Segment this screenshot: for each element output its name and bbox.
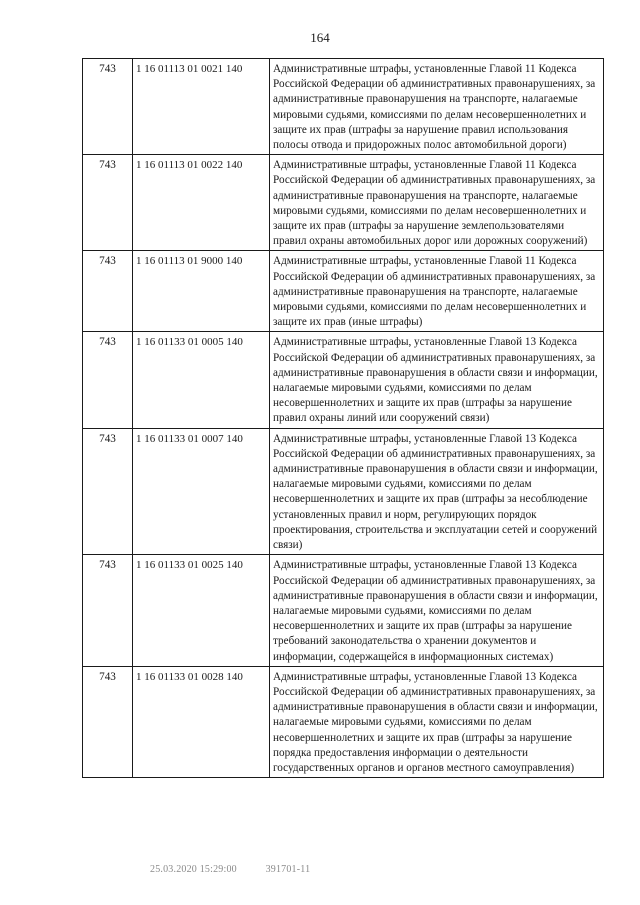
- admin-code-cell: 743: [83, 251, 133, 332]
- table-row: [83, 332, 604, 428]
- footer-doc-id: 391701-11: [265, 864, 311, 875]
- page-number: 164: [310, 30, 330, 45]
- admin-code-cell: 743: [83, 59, 133, 155]
- admin-code-cell: 743: [83, 332, 133, 428]
- description-cell: Административные штрафы, установленные Главой 11 Кодекса Российской Федерации об административных правонарушениях, за административные правонарушения на транспорте, налагаемые мировыми судьями, комиссиями по делам несовершеннолетних и защите их прав (штрафы за нарушение правил использования полосы отвода и придорожных полос автомобильной дороги): [270, 59, 604, 155]
- table-row: [83, 59, 604, 155]
- table-row: [83, 555, 604, 666]
- kbk-code-cell: 1 16 01113 01 0022 140: [133, 155, 270, 251]
- admin-code-cell: 743: [83, 666, 133, 777]
- kbk-code-cell: 1 16 01113 01 9000 140: [133, 251, 270, 332]
- budget-codes-table: [82, 58, 604, 778]
- description-cell: Административные штрафы, установленные Главой 13 Кодекса Российской Федерации об административных правонарушениях, за административные правонарушения в области связи и информации, налагаемые мировыми судьями, комиссиями по делам несовершеннолетних и защите их прав (штрафы за нарушение правил охраны линий или сооружений связи): [270, 332, 604, 428]
- admin-code-cell: 743: [83, 555, 133, 666]
- description-cell: Административные штрафы, установленные Главой 13 Кодекса Российской Федерации об административных правонарушениях, за административные правонарушения в области связи и информации, налагаемые мировыми судьями, комиссиями по делам несовершеннолетних и защите их прав (штрафы за нарушение требований законодательства о хранении документов и информации, содержащейся в информационных системах): [270, 555, 604, 666]
- description-cell: Административные штрафы, установленные Главой 13 Кодекса Российской Федерации об административных правонарушениях, за административные правонарушения в области связи и информации, налагаемые мировыми судьями, комиссиями по делам несовершеннолетних и защите их прав (штрафы за несоблюдение установленных правил и норм, регулирующих порядок проектирования, строительства и эксплуатации сетей и сооружений связи): [270, 428, 604, 555]
- table-row: [83, 666, 604, 777]
- admin-code-cell: 743: [83, 428, 133, 555]
- admin-code-cell: 743: [83, 155, 133, 251]
- table-row: [83, 251, 604, 332]
- kbk-code-cell: 1 16 01133 01 0025 140: [133, 555, 270, 666]
- table-row: [83, 155, 604, 251]
- description-cell: Административные штрафы, установленные Главой 11 Кодекса Российской Федерации об административных правонарушениях, за административные правонарушения на транспорте, налагаемые мировыми судьями, комиссиями по делам несовершеннолетних и защите их прав (иные штрафы): [270, 251, 604, 332]
- description-cell: Административные штрафы, установленные Главой 11 Кодекса Российской Федерации об административных правонарушениях, за административные правонарушения на транспорте, налагаемые мировыми судьями, комиссиями по делам несовершеннолетних и защите их прав (штрафы за нарушение землепользователями правил охраны автомобильных дорог или дорожных сооружений): [270, 155, 604, 251]
- kbk-code-cell: 1 16 01133 01 0007 140: [133, 428, 270, 555]
- kbk-code-cell: 1 16 01133 01 0005 140: [133, 332, 270, 428]
- footer-timestamp: 25.03.2020 15:29:00: [150, 864, 237, 875]
- kbk-code-cell: 1 16 01133 01 0028 140: [133, 666, 270, 777]
- kbk-code-cell: 1 16 01113 01 0021 140: [133, 59, 270, 155]
- description-cell: Административные штрафы, установленные Главой 13 Кодекса Российской Федерации об административных правонарушениях, за административные правонарушения в области связи и информации, налагаемые мировыми судьями, комиссиями по делам несовершеннолетних и защите их прав (штрафы за нарушение порядка предоставления информации о деятельности государственных органов и органов местного самоуправления): [270, 666, 604, 777]
- document-footer: [150, 864, 336, 875]
- table-row: [83, 428, 604, 555]
